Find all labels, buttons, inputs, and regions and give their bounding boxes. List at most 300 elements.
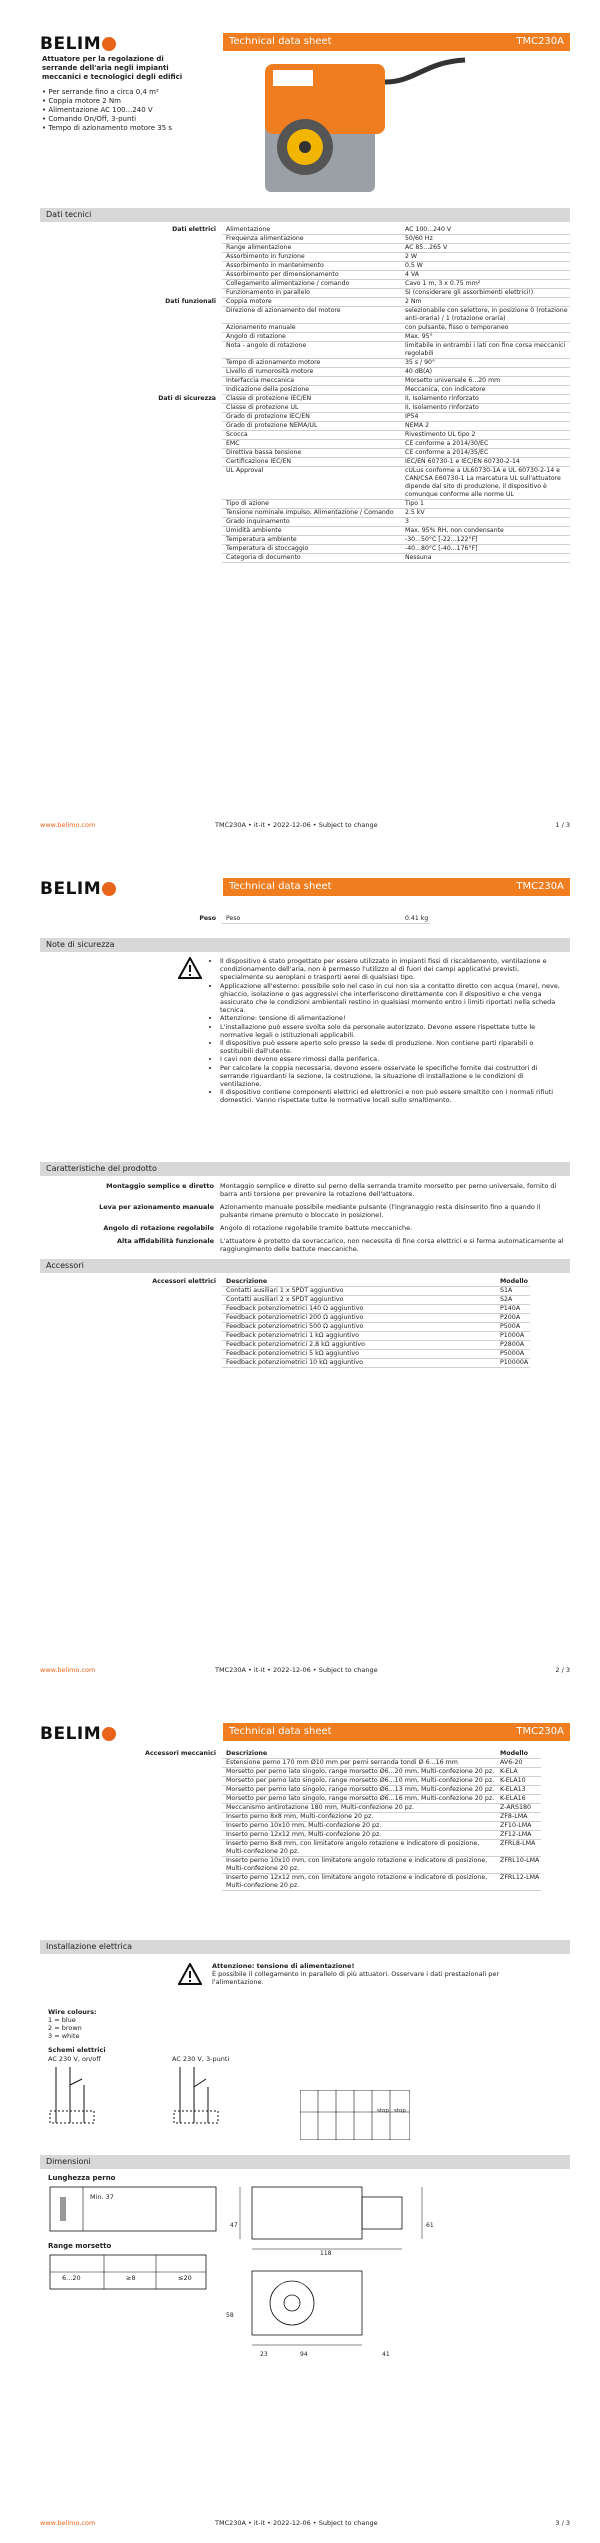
accessory-model: Z-ARS180 [498, 1804, 541, 1813]
accessory-description: Contatti ausiliari 2 x SPDT aggiuntivo [222, 1296, 498, 1305]
characteristic-row [40, 1182, 570, 1203]
tech-group [40, 536, 222, 545]
tech-row [40, 509, 570, 518]
tech-row [40, 342, 570, 359]
intro-bullets [42, 88, 192, 133]
tech-row [40, 262, 570, 271]
tech-key: Direzione di azionamento del motore [222, 307, 403, 324]
weight-key: Peso [222, 915, 403, 924]
tech-row [40, 359, 570, 368]
tech-group [40, 342, 222, 359]
doc-title: Technical data sheet [229, 881, 332, 892]
stop-label-2: stop [394, 2108, 406, 2114]
accessory-row [40, 1795, 541, 1804]
tech-group: Dati elettrici [172, 226, 216, 233]
tech-key: Certificazione IEC/EN [222, 458, 403, 467]
tech-row [40, 536, 570, 545]
tech-value: AC 85...265 V [403, 244, 570, 253]
tech-key: Direttiva bassa tensione [222, 449, 403, 458]
accessory-model: P200A [498, 1314, 530, 1323]
tech-value: -30...50°C [-22...122°F] [403, 536, 570, 545]
accessory-row [40, 1323, 530, 1332]
accessory-description: Meccanismo antirotazione 180 mm, Multi-confezione 20 pz. [222, 1804, 498, 1813]
accessory-spacer [40, 1813, 222, 1822]
accessory-model: P1000A [498, 1332, 530, 1341]
accessory-description: Inserto perno 12x12 mm, Multi-confezione 20 pz. [222, 1831, 498, 1840]
footer-site[interactable]: www.belimo.com [40, 821, 96, 829]
accessory-model: K-ELA16 [498, 1795, 541, 1804]
accessory-row [40, 1813, 541, 1822]
characteristics-table [40, 1182, 570, 1258]
stop-label-1: stop [377, 2108, 389, 2114]
tech-value: Tipo 1 [403, 500, 570, 509]
tech-value: NEMA 2 [403, 422, 570, 431]
dim-94: 94 [300, 2351, 308, 2358]
tech-key: Temperatura ambiente [222, 536, 403, 545]
accessory-description: Feedback potenziometrici 10 kΩ aggiuntivo [222, 1359, 498, 1368]
tech-value: IP54 [403, 413, 570, 422]
accessory-model: ZF8-LMA [498, 1813, 541, 1822]
tech-key: Categoria di documento [222, 554, 403, 563]
accessory-row [40, 1804, 541, 1813]
safety-item: • Attenzione: tensione di alimentazione! [220, 1014, 560, 1022]
characteristic-row [40, 1203, 570, 1224]
tech-value: Morsetto universale 6...20 mm [403, 377, 570, 386]
accessory-model: ZF10-LMA [498, 1822, 541, 1831]
tech-group [40, 440, 222, 449]
accessory-spacer [40, 1874, 222, 1891]
tech-value: Cavo 1 m, 3 x 0.75 mm² [403, 280, 570, 289]
tech-group [40, 271, 222, 280]
accessory-spacer [40, 1795, 222, 1804]
actuator-image [225, 52, 470, 202]
tech-group [40, 386, 222, 395]
tech-row [40, 386, 570, 395]
page-2 [0, 845, 600, 1690]
tech-value: Nessuna [403, 554, 570, 563]
tech-key: Collegamento alimentazione / comando [222, 280, 403, 289]
accessory-row [40, 1857, 541, 1874]
tech-key: Frequenza alimentazione [222, 235, 403, 244]
footer-meta: TMC230A • it-it • 2022-12-06 • Subject to change [215, 2519, 378, 2527]
safety-item: • Il dispositivo può essere aperto solo presso la sede di produzione. Non contiene parti riparabili o sostituibili dall'utente. [220, 1039, 560, 1055]
tech-group [40, 527, 222, 536]
doc-model: TMC230A [516, 36, 564, 47]
section-electrical: Installazione elettrica [40, 1940, 570, 1954]
accessory-row [40, 1831, 541, 1840]
tech-row [40, 307, 570, 324]
accessory-spacer [40, 1341, 222, 1350]
accessory-model: K-ELA10 [498, 1777, 541, 1786]
tech-value: -40...80°C [-40...176°F] [403, 545, 570, 554]
warning-icon [178, 957, 202, 979]
intro-bullet: • Per serrande fino a circa 0,4 m² [42, 88, 159, 96]
page-3 [0, 1690, 600, 2543]
tech-group [40, 431, 222, 440]
accessory-row [40, 1768, 541, 1777]
warning-icon [178, 1963, 202, 1985]
range-2: ≥8 [126, 2274, 136, 2282]
scheme-1-label: AC 230 V, on/off [48, 2055, 101, 2063]
tech-value: Max. 95° [403, 333, 570, 342]
tech-value: II, Isolamento rinforzato [403, 395, 570, 404]
characteristic-name: Alta affidabilità funzionale [117, 1237, 214, 1245]
wiring-diagram-onoff [48, 2065, 153, 2125]
accessory-row [40, 1341, 530, 1350]
title-bar [223, 1723, 570, 1741]
shaft-min: Min. 37 [90, 2193, 114, 2201]
tech-key: Range alimentazione [222, 244, 403, 253]
tech-group [40, 368, 222, 377]
tech-value: con pulsante, fisso o temporaneo [403, 324, 570, 333]
accessory-spacer [40, 1332, 222, 1341]
footer-meta: TMC230A • it-it • 2022-12-06 • Subject to change [215, 821, 378, 829]
tech-row [40, 235, 570, 244]
safety-item: • Per calcolare la coppia necessaria, devono essere osservate le specifiche fornite dai costruttori di serrande riguardanti la sezione, la costruzione, la situazione di installazione e le condizioni di ventilazione. [220, 1064, 560, 1089]
accessory-spacer [40, 1857, 222, 1874]
accessory-group: Accessori elettrici [152, 1278, 216, 1285]
tech-value: Rivestimento UL tipo 2 [403, 431, 570, 440]
tech-row [40, 467, 570, 500]
characteristic-name: Leva per azionamento manuale [99, 1203, 214, 1211]
accessory-spacer [40, 1831, 222, 1840]
accessory-model: P2800A [498, 1341, 530, 1350]
tech-key: Umidità ambiente [222, 527, 403, 536]
accessory-description: Feedback potenziometrici 5 kΩ aggiuntivo [222, 1350, 498, 1359]
accessory-model: ZFRL12-LMA [498, 1874, 541, 1891]
tech-value: 0.5 W [403, 262, 570, 271]
tech-row [40, 422, 570, 431]
footer-site[interactable]: www.belimo.com [40, 1666, 96, 1674]
footer-page: 1 / 3 [555, 821, 570, 829]
characteristic-name: Angolo di rotazione regolabile [103, 1224, 214, 1232]
doc-title: Technical data sheet [229, 1726, 332, 1737]
belimo-logo: BELIM [40, 1724, 116, 1744]
characteristic-name: Montaggio semplice e diretto [106, 1182, 214, 1190]
tech-key: Tipo di azione [222, 500, 403, 509]
col-model: Modello [498, 1750, 541, 1759]
tech-group [40, 509, 222, 518]
tech-row [40, 431, 570, 440]
tech-key: Assorbimento per dimensionamento [222, 271, 403, 280]
tech-group [40, 467, 222, 500]
tech-key: Assorbimento in mantenimento [222, 262, 403, 271]
section-safety: Note di sicurezza [40, 938, 570, 952]
accessory-spacer [40, 1305, 222, 1314]
tech-group [40, 449, 222, 458]
tech-row [40, 518, 570, 527]
tech-row [40, 280, 570, 289]
accessory-row [40, 1305, 530, 1314]
tech-value: II, Isolamento rinforzato [403, 404, 570, 413]
dim-58: 58 [226, 2312, 234, 2319]
accessory-spacer [40, 1804, 222, 1813]
accessory-model: P10000A [500, 1359, 529, 1366]
intro-bullet: • Alimentazione AC 100...240 V [42, 106, 153, 114]
tech-value: CE conforme a 2014/30/EC [403, 440, 570, 449]
accessory-row [40, 1874, 541, 1891]
mechanical-accessories-table [40, 1750, 541, 1891]
dim-47: 47 [230, 2222, 238, 2229]
doc-title: Technical data sheet [229, 36, 332, 47]
page-header [40, 875, 570, 905]
tech-group [40, 413, 222, 422]
tech-group [40, 289, 222, 298]
tech-key: Azionamento manuale [222, 324, 403, 333]
tech-value: 35 s / 90° [403, 359, 570, 368]
tech-row [40, 554, 570, 563]
tech-value: selezionabile con selettore, in posizione 0 (rotazione anti-oraria) / 1 (rotazione oraria) [403, 307, 570, 324]
tech-value: 2.5 kV [403, 509, 570, 518]
accessory-description: Feedback potenziometrici 200 Ω aggiuntivo [222, 1314, 498, 1323]
accessory-description: Feedback potenziometrici 500 Ω aggiuntivo [222, 1323, 498, 1332]
tech-row [40, 545, 570, 554]
shaft-length-diagram [48, 2185, 218, 2233]
footer-page: 3 / 3 [555, 2519, 570, 2527]
tech-group [40, 500, 222, 509]
tech-row [40, 298, 570, 307]
accessory-model: K-ELA13 [498, 1786, 541, 1795]
tech-row [40, 404, 570, 413]
tech-row [40, 395, 570, 404]
range-1: 6...20 [62, 2274, 81, 2282]
belimo-logo: BELIM [40, 879, 116, 899]
tech-group [40, 422, 222, 431]
accessory-row [40, 1287, 530, 1296]
accessory-spacer [40, 1777, 222, 1786]
tech-group [40, 235, 222, 244]
weight-value: 0.41 kg [405, 915, 429, 922]
accessory-spacer [40, 1296, 222, 1305]
tech-row [40, 253, 570, 262]
accessory-model: AV6-20 [498, 1759, 541, 1768]
intro-bullet: • Coppia motore 2 Nm [42, 97, 121, 105]
tech-key: Interfaccia meccanica [222, 377, 403, 386]
tech-row [40, 271, 570, 280]
tech-group [40, 333, 222, 342]
accessory-description: Inserto perno 8x8 mm, con limitatore angolo rotazione e indicatore di posizione, Multi-confezione 20 pz. [222, 1840, 498, 1857]
accessory-description: Morsetto per perno lato singolo, range morsetto Ø6...16 mm, Multi-confezione 20 pz. [222, 1795, 498, 1804]
col-description: Descrizione [222, 1278, 498, 1287]
accessory-header-row [40, 1278, 530, 1287]
electric-accessories-table [40, 1278, 530, 1368]
tech-group [40, 554, 222, 563]
tech-value: CE conforme a 2014/35/EC [403, 449, 570, 458]
accessory-description: Feedback potenziometrici 1 kΩ aggiuntivo [222, 1332, 498, 1341]
tech-key: Funzionamento in parallelo [222, 289, 403, 298]
tech-group [40, 244, 222, 253]
wiring-diagram-3point [172, 2065, 252, 2125]
clamp-range-label: Range morsetto [48, 2242, 112, 2250]
col-description: Descrizione [222, 1750, 498, 1759]
range-3: ≤20 [178, 2274, 192, 2282]
accessory-spacer [40, 1359, 222, 1368]
accessory-spacer [40, 1350, 222, 1359]
characteristic-text: Azionamento manuale possibile mediante pulsante (l'ingranaggio resta disinserito fino a quando il pulsante rimane premuto o bloccato in posizione). [220, 1203, 541, 1219]
tech-key: Scocca [222, 431, 403, 440]
warning-text: È possibile il collegamento in parallelo di più attuatori. Osservare i dati prestazionali per l'alimentazione. [212, 1970, 500, 1986]
tech-key: Indicazione della posizione [222, 386, 403, 395]
tech-row [40, 368, 570, 377]
tech-table [40, 226, 570, 563]
accessory-spacer [40, 1840, 222, 1857]
footer-site[interactable]: www.belimo.com [40, 2519, 96, 2527]
accessory-description: Inserto perno 10x10 mm, Multi-confezione 20 pz. [222, 1822, 498, 1831]
tech-row [40, 333, 570, 342]
tech-group [40, 404, 222, 413]
tech-group [40, 307, 222, 324]
dim-23: 23 [260, 2351, 268, 2358]
tech-value: IEC/EN 60730-1 e IEC/EN 60730-2-14 [403, 458, 570, 467]
footer-meta: TMC230A • it-it • 2022-12-06 • Subject to change [215, 1666, 378, 1674]
tech-value: Meccanica, con indicatore [403, 386, 570, 395]
wire-item: 2 = brown [48, 2024, 82, 2032]
accessory-spacer [40, 1822, 222, 1831]
tech-key: Alimentazione [222, 226, 403, 235]
tech-row [40, 244, 570, 253]
accessory-spacer [40, 1759, 222, 1768]
clamp-range-diagram [48, 2253, 208, 2291]
section-characteristics: Caratteristiche del prodotto [40, 1162, 570, 1176]
accessory-row [40, 1840, 541, 1857]
tech-value: 3 [403, 518, 570, 527]
safety-item: • I cavi non devono essere rimossi dalla periferica. [220, 1055, 560, 1063]
top-view-drawing [232, 2175, 432, 2255]
accessory-row [40, 1822, 541, 1831]
electrical-warning [212, 1962, 512, 1986]
warning-title: Attenzione: tensione di alimentazione! [212, 1962, 355, 1970]
belimo-logo: BELIM [40, 34, 116, 54]
tech-row [40, 449, 570, 458]
safety-list [212, 957, 560, 1105]
tech-value: Sì (considerare gli assorbimenti elettrici!) [403, 289, 570, 298]
tech-key: Tensione nominale impulso, Alimentazione / Comando [222, 509, 403, 518]
accessory-description: Inserto perno 10x10 mm, con limitatore angolo rotazione e indicatore di posizione, Multi-confezione 20 pz. [222, 1857, 498, 1874]
tech-group [40, 262, 222, 271]
accessory-spacer [40, 1786, 222, 1795]
tech-key: Classe di protezione UL [222, 404, 403, 413]
tech-key: UL Approval [222, 467, 403, 500]
tech-value: 40 dB(A) [403, 368, 570, 377]
intro-bullet: • Comando On/Off, 3-punti [42, 115, 137, 123]
scheme-2-label: AC 230 V, 3-punti [172, 2055, 230, 2063]
safety-item: • Il dispositivo è stato progettato per essere utilizzato in impianti fissi di riscaldamento, ventilazione e condizionamento dell'aria, non è permesso l'utilizzo al di fuori dei campi applicativi previsti, specialmente su aeroplani o trasporti aerei di qualsiasi tipo. [220, 957, 560, 982]
switch-table [300, 2090, 410, 2140]
weight-table [40, 915, 430, 924]
tech-key: Grado di protezione NEMA/UL [222, 422, 403, 431]
accessory-description: Feedback potenziometrici 140 Ω aggiuntivo [222, 1305, 498, 1314]
tech-value: AC 100...240 V [403, 226, 570, 235]
accessory-model: ZFRL10-LMA [498, 1857, 541, 1874]
accessory-model: P140A [498, 1305, 530, 1314]
wire-colours [48, 2008, 97, 2040]
accessory-description: Estensione perno 170 mm Ø10 mm per perni serranda tondi Ø 6...16 mm [222, 1759, 498, 1768]
intro-bullet: • Tempo di azionamento motore 35 s [42, 124, 173, 132]
tech-key: Livello di rumorosità motore [222, 368, 403, 377]
tech-group: Dati di sicurezza [158, 394, 216, 402]
section-accessories: Accessori [40, 1259, 570, 1273]
accessory-header-row [40, 1750, 541, 1759]
characteristic-row [40, 1237, 570, 1258]
accessory-model: S2A [498, 1296, 530, 1305]
tech-group [40, 377, 222, 386]
tech-group [40, 280, 222, 289]
tech-row [40, 324, 570, 333]
page-1 [0, 0, 600, 845]
tech-group [40, 359, 222, 368]
accessory-spacer [40, 1314, 222, 1323]
tech-row [40, 377, 570, 386]
accessory-row [40, 1777, 541, 1786]
front-view-drawing [232, 2265, 432, 2355]
tech-row [40, 527, 570, 536]
accessory-spacer [40, 1287, 222, 1296]
intro [42, 55, 192, 133]
accessory-row [40, 1786, 541, 1795]
accessory-model: ZFRL8-LMA [498, 1840, 541, 1857]
title-bar [223, 33, 570, 51]
shaft-length-label: Lunghezza perno [48, 2174, 116, 2182]
wire-item: 1 = blue [48, 2016, 76, 2024]
accessory-description: Morsetto per perno lato singolo, range morsetto Ø6...10 mm, Multi-confezione 20 pz. [222, 1777, 498, 1786]
accessory-row [40, 1359, 530, 1368]
accessory-model: ZF12-LMA [498, 1831, 541, 1840]
accessory-description: Morsetto per perno lato singolo, range morsetto Ø6...13 mm, Multi-confezione 20 pz. [222, 1786, 498, 1795]
tech-row [40, 458, 570, 467]
tech-key: Grado di protezione IEC/EN [222, 413, 403, 422]
intro-lead: Attuatore per la regolazione di serrande dell'aria negli impianti meccanici e tecnologici degli edifici [42, 55, 183, 81]
tech-key: Tempo di azionamento motore [222, 359, 403, 368]
tech-key: Angolo di rotazione [222, 333, 403, 342]
wire-item: 3 = white [48, 2032, 80, 2040]
doc-model: TMC230A [516, 1726, 564, 1737]
tech-group [40, 458, 222, 467]
tech-value: limitabile in entrambi i lati con fine corsa meccanici regolabili [403, 342, 570, 359]
tech-row [40, 289, 570, 298]
tech-key: Assorbimento in funzione [222, 253, 403, 262]
accessory-row [40, 1350, 530, 1359]
accessory-description: Contatti ausiliari 1 x SPDT aggiuntivo [222, 1287, 498, 1296]
tech-row [40, 440, 570, 449]
tech-row [40, 413, 570, 422]
characteristic-text: Angolo di rotazione regolabile tramite battute meccaniche. [220, 1224, 413, 1232]
section-dimensions: Dimensioni [40, 2155, 570, 2169]
dim-61: 61 [426, 2222, 434, 2229]
tech-key: Coppia motore [222, 298, 403, 307]
characteristic-text: L'attuatore è protetto da sovraccarico, non necessita di fine corsa elettrici e si ferma automaticamente al raggiungimento delle battute meccaniche. [220, 1237, 564, 1253]
col-model: Modello [498, 1278, 530, 1287]
accessory-model: K-ELA [498, 1768, 541, 1777]
schemes-title: Schemi elettrici [48, 2046, 106, 2054]
tech-value: Max. 95% RH, non condensante [403, 527, 570, 536]
footer-page: 2 / 3 [555, 1666, 570, 1674]
safety-notes [212, 957, 560, 1105]
accessory-model: S1A [498, 1287, 530, 1296]
accessory-row [40, 1314, 530, 1323]
tech-value: 2 W [403, 253, 570, 262]
tech-key: Classe di protezione IEC/EN [222, 395, 403, 404]
tech-row [40, 500, 570, 509]
accessory-row [40, 1296, 530, 1305]
tech-key: Grado inquinamento [222, 518, 403, 527]
weight-group: Peso [199, 915, 216, 922]
tech-row [40, 226, 570, 235]
tech-group [40, 545, 222, 554]
tech-value: 50/60 Hz [403, 235, 570, 244]
title-bar [223, 878, 570, 896]
accessory-spacer [40, 1323, 222, 1332]
tech-value: 2 Nm [403, 298, 570, 307]
